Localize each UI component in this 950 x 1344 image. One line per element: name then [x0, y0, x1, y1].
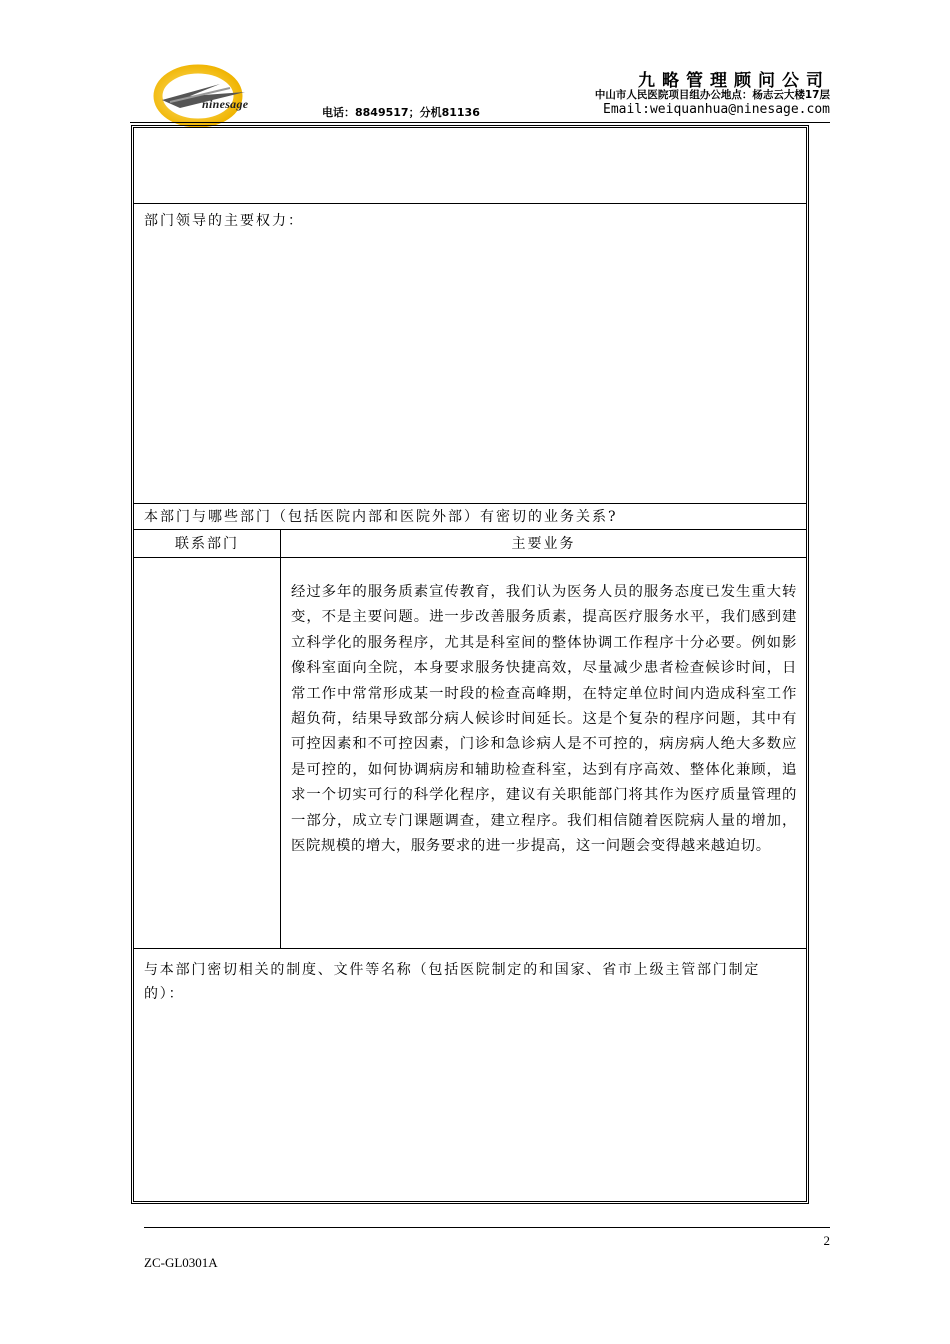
- powers-row: [134, 204, 806, 504]
- blank-row: [134, 128, 806, 204]
- form-table: [133, 127, 807, 1202]
- powers-label: 部门领导的主要权力：: [144, 213, 304, 229]
- col-business-header: 主要业务: [511, 536, 576, 552]
- column-divider: [280, 530, 281, 949]
- company-name: 九略管理顾问公司: [638, 71, 830, 91]
- documents-label: 与本部门密切相关的制度、文件等名称（包括医院制定的和国家、省市上级主管部门制定的）：: [144, 962, 761, 1002]
- relations-question: 本部门与哪些部门（包括医院内部和医院外部）有密切的业务关系?: [144, 509, 618, 525]
- relations-row: [134, 504, 806, 530]
- header-rule: [130, 122, 830, 123]
- relations-header-row: [134, 530, 806, 558]
- page-number: 2: [823, 1233, 830, 1248]
- company-address: 中山市人民医院项目组办公地点：杨志云大楼17层: [594, 89, 830, 101]
- company-email: Email:weiquanhua@ninesage.com: [603, 102, 830, 117]
- document-code: ZC-GL0301A: [144, 1255, 218, 1270]
- business-description: 经过多年的服务质素宣传教育，我们认为医务人员的服务态度已发生重大转变，不是主要问题。进一步改善服务质素，提高医疗服务水平，我们感到建立科学化的服务程序，尤其是科室间的整体协调工作程序十分必要。例如影像科室面向全院，本身要求服务快捷高效，尽量减少患者检查候诊时间，日常工作中常常形成某一时段的检查高峰期，在特定单位时间内造成科室工作超负荷，结果导致部分病人候诊时间延长。这是个复杂的程序问题，其中有可控因素和不可控因素，门诊和急诊病人是不可控的，病房病人绝大多数应是可控的，如何协调病房和辅助检查科室，达到有序高效、整体化兼顾，追求一个切实可行的科学化程序，建议有关职能部门将其作为医疗质量管理的一部分，成立专门课题调查，建立程序。我们相信随着医院病人量的增加，医院规模的增大，服务要求的进一步提高，这一问题会变得越来越迫切。: [291, 584, 797, 855]
- logo-text: ninesage: [202, 97, 249, 111]
- company-phone: 电话：8849517；分机81136: [322, 106, 480, 119]
- footer-rule: [144, 1227, 830, 1228]
- col-contact-header: 联系部门: [175, 536, 239, 552]
